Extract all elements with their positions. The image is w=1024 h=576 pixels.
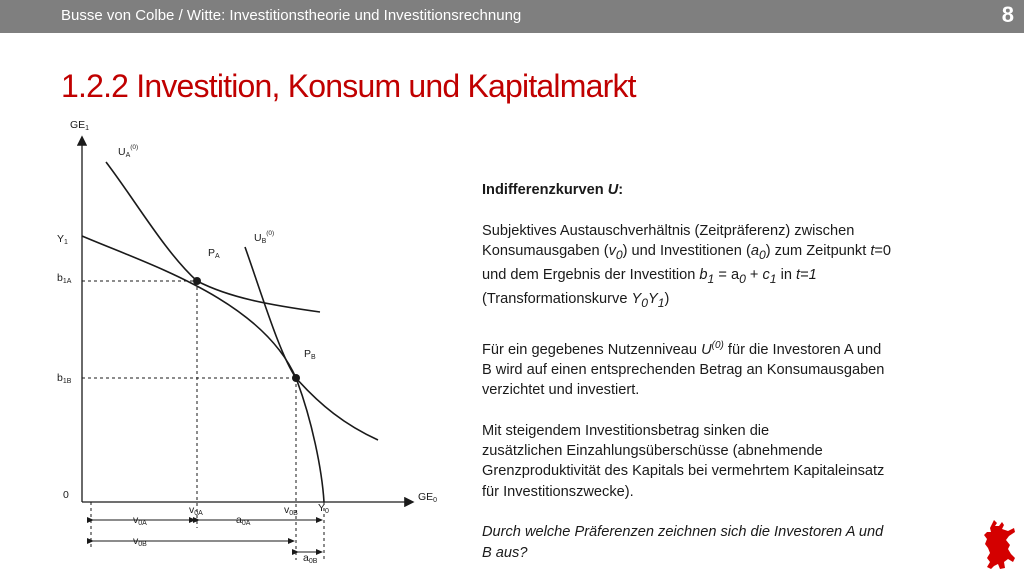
y1-label: Y1 <box>57 233 68 246</box>
b1a-label: b1A <box>57 272 72 285</box>
paragraph-2-line-2: B wird auf einen entsprechenden Betrag an Konsumausgaben <box>482 361 885 378</box>
y-axis-label: GE1 <box>70 119 90 132</box>
paragraph-1-line-4: (Transformationskurve $Y_0Y_1$) <box>482 291 670 311</box>
indifference-curve-b <box>245 247 378 440</box>
text-heading: Indifferenzkurven U: <box>482 182 624 198</box>
indifference-curve-a <box>106 162 320 312</box>
pa-label: PA <box>208 247 220 260</box>
transformation-curve <box>82 236 324 502</box>
paragraph-3-line-3: Grenzproduktivität des Kapitals bei vermehrtem Kapitaleinsatz <box>482 463 885 480</box>
paragraph-2-line-3: verzichtet und investiert. <box>482 382 640 399</box>
dim-v0a-label: v0A <box>133 514 147 527</box>
dim-v0b-label: v0B <box>133 535 147 548</box>
paragraph-1-line-3: und dem Ergebnis der Investition $b_1 = a_0 + c_1$ in t=1 <box>482 267 817 286</box>
page-number: 8 <box>1001 2 1014 27</box>
b1b-label: b1B <box>57 372 72 385</box>
paragraph-3-line-1: Mit steigendem Investitionsbetrag sinken die <box>482 422 770 439</box>
berlin-bear-icon <box>982 518 1016 570</box>
question-line-1: Durch welche Präferenzen zeichnen sich die Investoren A und <box>482 524 884 541</box>
ub-label: UB$^{(0)}$ <box>254 230 275 245</box>
paragraph-3-line-2: zusätzlichen Einzahlungsüberschüsse (abnehmende <box>482 443 823 460</box>
explanation-text <box>482 180 972 563</box>
paragraph-3-line-4: für Investitionszwecke). <box>482 483 634 500</box>
slide-title: 1.2.2 Investition, Konsum und Kapitalmarkt <box>61 68 636 104</box>
dim-a0b-label: a0B <box>303 552 318 565</box>
x-axis-label: GE0 <box>418 491 438 504</box>
paragraph-1-line-2: Konsumausgaben $(v_0)$ und Investitionen $(a_0)$ zum Zeitpunkt t=0 <box>482 242 892 262</box>
pb-label: PB <box>304 348 316 361</box>
header-text: Busse von Colbe / Witte: Investitionstheorie und Investitionsrechnung <box>61 7 522 24</box>
v0a-label: v0A <box>189 504 203 517</box>
y0-label: Y0 <box>318 502 329 515</box>
v0b-label: v0B <box>284 504 298 517</box>
origin-label: 0 <box>63 489 69 501</box>
paragraph-2-line-1: Für ein gegebenes Nutzenniveau $U^{(0)}$ für die Investoren A und <box>482 339 882 358</box>
ua-label: UA$^{(0)}$ <box>118 144 139 159</box>
dim-a0a-label: a0A <box>236 514 251 527</box>
paragraph-1-line-1: Subjektives Austauschverhältnis (Zeitpräferenz) zwischen <box>482 222 855 239</box>
question-line-2: B aus? <box>482 544 528 561</box>
